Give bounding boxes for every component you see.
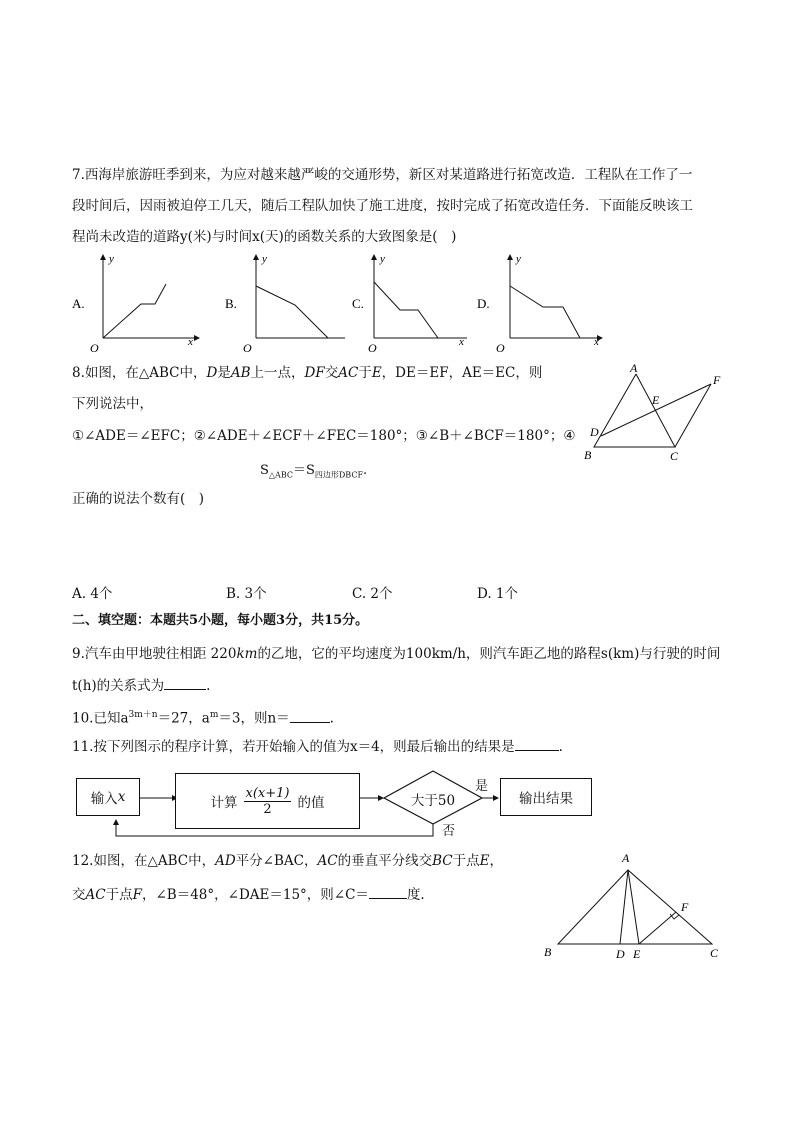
svg-text:x: x	[188, 336, 193, 348]
flow-output-box: 输出结果	[500, 778, 592, 816]
q8-question: 正确的说法个数有( )	[72, 491, 205, 507]
svg-text:O: O	[496, 341, 505, 355]
graph-b-label: B.	[225, 296, 237, 311]
svg-text:A: A	[622, 851, 630, 865]
svg-text:O: O	[90, 341, 99, 355]
q12-answer-blank[interactable]	[369, 885, 407, 899]
q11-flowchart	[72, 765, 612, 840]
svg-text:y: y	[109, 253, 114, 265]
svg-text:y: y	[380, 253, 385, 265]
svg-text:y: y	[516, 253, 521, 265]
q8-line3: ①∠ADE＝∠EFC；②∠ADE＋∠ECF＋∠FEC＝180°；③∠B＋∠BCF＝180°；④	[72, 428, 576, 444]
q7-graph-c	[352, 250, 482, 359]
q11-answer-blank[interactable]	[515, 737, 559, 751]
svg-text:F: F	[681, 900, 689, 914]
svg-text:C: C	[710, 946, 719, 960]
flow-decision-label: 大于50	[410, 793, 456, 809]
q7-line1: 7.西海岸旅游旺季到来，为应对越来越严峻的交通形势，新区对某道路进行拓宽改造．工程队在工作了一	[72, 167, 693, 183]
q7-graph-a	[72, 250, 202, 359]
q8-option-b[interactable]: B. 3个	[226, 586, 267, 602]
flow-input-box: 输入 x	[76, 778, 140, 816]
q7-graph-d	[477, 250, 607, 359]
flow-yes-label: 是	[475, 779, 489, 794]
flow-calc-box: 计算 $\frac{x(x+1)}{2}$ 的值	[175, 773, 360, 829]
q8-line1: 8.如图，在△ABC中，D是AB上一点，DF交AC于E，DE＝EF，AE＝EC，则	[72, 365, 543, 381]
q9-line2: t(h)的关系式为 .	[72, 678, 211, 694]
svg-text:x: x	[459, 336, 464, 348]
svg-text:x: x	[594, 336, 599, 348]
q12-figure	[538, 848, 728, 972]
q12-line2: 交AC于点F，∠B＝48°，∠DAE＝15°，则∠C＝ 度.	[72, 887, 425, 903]
flow-no-label: 否	[442, 824, 456, 839]
svg-text:y: y	[262, 253, 267, 265]
q8-option-d[interactable]: D. 1个	[477, 586, 519, 602]
graph-c-label: C.	[352, 296, 364, 311]
svg-text:O: O	[243, 341, 252, 355]
svg-text:O: O	[368, 341, 377, 355]
q9-answer-blank[interactable]	[164, 676, 206, 690]
q8-figure	[580, 358, 730, 472]
q8-area-statement: $S_{\triangle ABC}=S_{四边形DBCF}$.	[260, 463, 368, 480]
svg-text:B: B	[584, 448, 592, 462]
q10-line: 10.已知$a^{3m+n}=27$，$a^m=3$，则n＝ .	[72, 710, 334, 727]
graph-a-label: A.	[72, 296, 85, 311]
svg-text:E: E	[652, 393, 660, 407]
q7-line2: 段时间后，因雨被迫停工几天，随后工程队加快了施工进度，按时完成了拓宽改造任务．下面能反映该工	[72, 198, 693, 214]
q10-answer-blank[interactable]	[290, 709, 330, 723]
svg-text:C: C	[670, 449, 679, 463]
q11-line: 11.按下列图示的程序计算，若开始输入的值为x＝4，则最后输出的结果是 .	[72, 739, 563, 755]
q8-line2: 下列说法中，	[72, 396, 153, 412]
q12-line1: 12.如图，在△ABC中，AD平分∠BAC，AC的垂直平分线交BC于点E，	[72, 853, 503, 869]
q9-line1: 9.汽车由甲地驶往相距 220km的乙地，它的平均速度为100km/h，则汽车距乙地的路程s(km)与行驶的时间	[72, 646, 721, 662]
q8-option-a[interactable]: A. 4个	[72, 586, 113, 602]
q7-line3: 程尚未改造的道路y(米)与时间x(天)的函数关系的大致图象是( )	[72, 229, 457, 245]
flow-fraction: $\frac{x(x+1)}{2}$	[245, 785, 290, 817]
graph-d-label: D.	[477, 296, 490, 311]
svg-text:D: D	[590, 425, 599, 439]
svg-text:F: F	[713, 373, 721, 387]
svg-text:B: B	[544, 945, 552, 959]
svg-text:E: E	[633, 947, 641, 961]
section-2-title: 二、填空题：本题共5小题，每小题3分，共15分。	[72, 613, 369, 628]
svg-text:D: D	[616, 947, 625, 961]
svg-text:A: A	[630, 361, 638, 375]
q7-graph-b	[225, 250, 355, 359]
q8-option-c[interactable]: C. 2个	[352, 586, 393, 602]
